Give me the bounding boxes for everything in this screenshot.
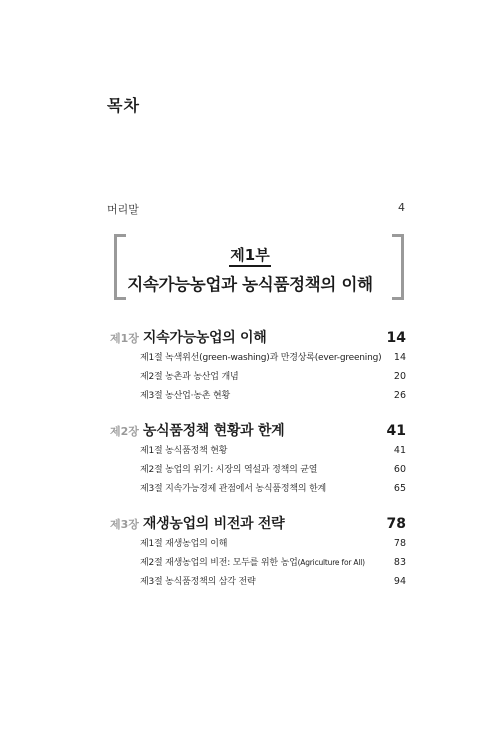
section-entry[interactable] <box>140 536 406 552</box>
section-page: 20 <box>393 371 406 382</box>
chapter-number: 제2장 <box>110 425 139 438</box>
chapter-number: 제3장 <box>110 518 139 531</box>
chapter-title: 재생농업의 비전과 전략 <box>142 516 285 532</box>
section-entry[interactable] <box>140 555 406 571</box>
chapter-2-entry[interactable] <box>110 420 406 442</box>
section-label: 제1절 재생농업의 이해 <box>140 539 228 549</box>
section-entry[interactable] <box>140 369 406 385</box>
preface-entry[interactable] <box>107 201 405 217</box>
section-label: 제2절 농촌과 농산업 개념 <box>140 372 239 382</box>
chapter-title: 지속가능농업의 이해 <box>142 330 267 346</box>
section-label-wrapper <box>140 555 394 568</box>
section-label: 제1절 녹색위선(green-washing)과 만경상록(ever-greening) <box>140 353 382 363</box>
preface-label: 머리말 <box>107 203 139 216</box>
section-label: 제3절 농산업·농촌 현황 <box>140 391 230 401</box>
chapter-page: 41 <box>386 423 406 439</box>
section-entry[interactable] <box>140 388 406 404</box>
section-entry[interactable] <box>140 481 406 497</box>
chapter-page: 78 <box>386 516 406 532</box>
section-page: 94 <box>393 576 406 587</box>
part-underline <box>229 265 271 267</box>
section-entry[interactable] <box>140 350 406 366</box>
section-page: 78 <box>393 538 406 549</box>
section-label: 제2절 농업의 위기: 시장의 역설과 정책의 균열 <box>140 465 318 475</box>
section-page: 14 <box>393 352 406 363</box>
section-label: 제3절 지속가능경제 관점에서 농식품정책의 한계 <box>140 484 327 494</box>
chapter-title: 농식품정책 현황과 한계 <box>142 423 285 439</box>
section-entry[interactable] <box>140 574 406 590</box>
section-entry[interactable] <box>140 443 406 459</box>
section-page: 60 <box>393 464 406 475</box>
section-page: 65 <box>393 483 406 494</box>
section-entry[interactable] <box>140 462 406 478</box>
section-label: 제2절 재생농업의 비전: 모두를 위한 농업 <box>140 558 298 568</box>
chapter-number: 제1장 <box>110 332 139 345</box>
section-page: 83 <box>393 557 406 568</box>
section-page: 41 <box>393 445 406 456</box>
section-label-english: (Agriculture for All) <box>297 558 365 567</box>
chapter-1-entry[interactable] <box>110 327 406 349</box>
preface-page: 4 <box>398 201 405 214</box>
part-label: 제1부 <box>230 246 270 264</box>
chapter-3-entry[interactable] <box>110 513 406 535</box>
section-label: 제1절 농식품정책 현황 <box>140 446 228 456</box>
section-label: 제3절 농식품정책의 삼각 전략 <box>140 577 256 587</box>
part-title: 지속가능농업과 농식품정책의 이해 <box>127 275 373 294</box>
chapter-page: 14 <box>386 330 406 346</box>
toc-title: 목차 <box>107 96 140 115</box>
section-page: 26 <box>393 390 406 401</box>
